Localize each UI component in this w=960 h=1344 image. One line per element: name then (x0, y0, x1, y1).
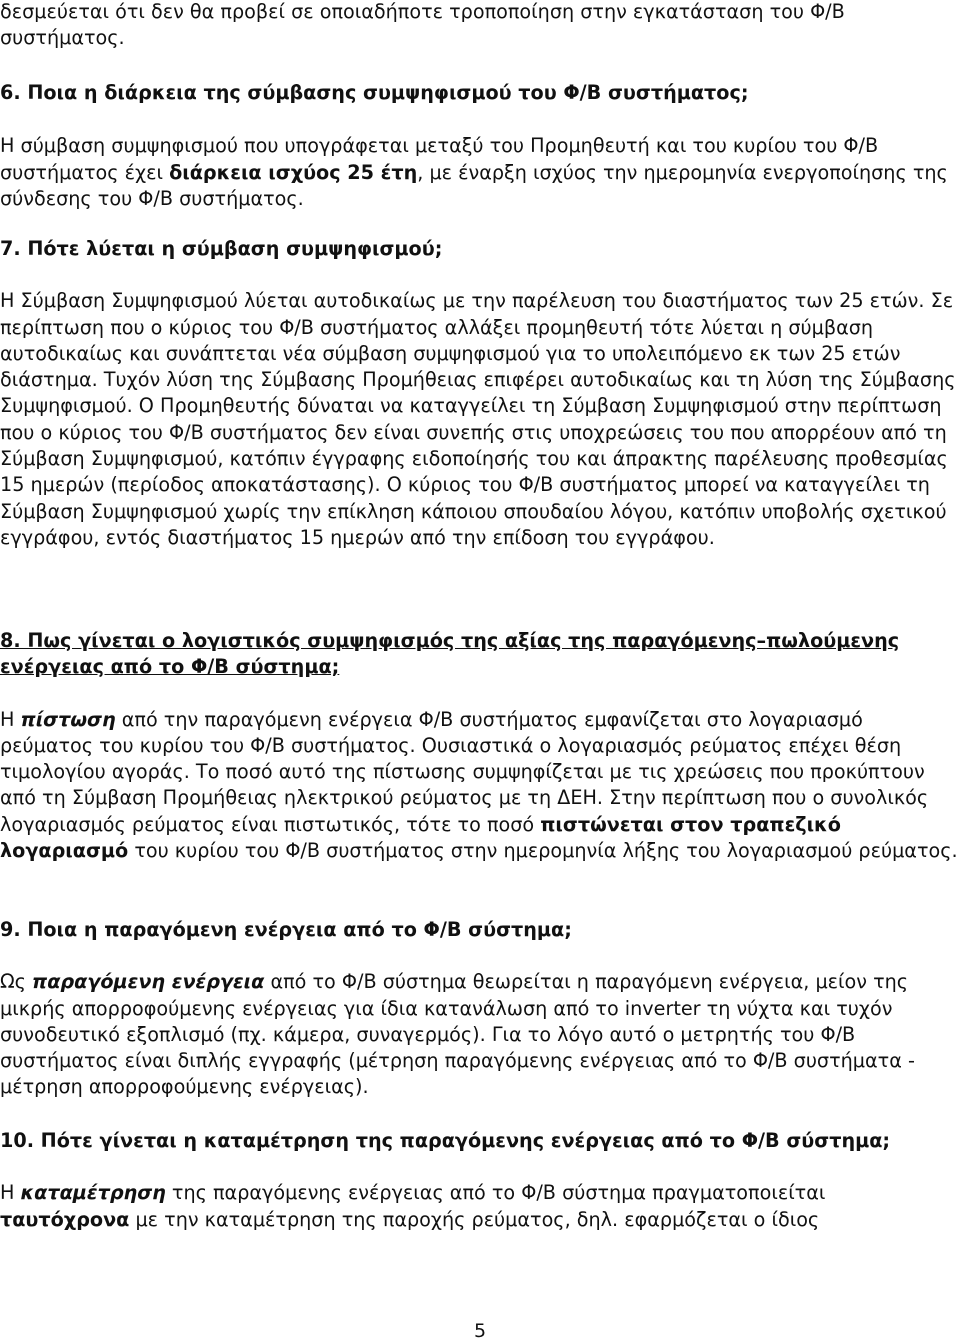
section-q10 (0, 1128, 958, 1233)
q8-text-c: από την παραγόμενη ενέργεια Φ/Β συστήματος εμφανίζεται στο λογαριασμό ρεύματος του κυρίου του Φ/Β συστήματος. Ουσιαστικά ο λογαριασμός ρεύματος επέχει θέση τιμολογίου αγοράς. Το ποσό αυτό της πίστωσης συμψηφίζεται με τις χρεώσεις που προκύπτουν από τη Σύμβαση Προμήθειας ηλεκτρικού ρεύματος με τη ΔΕΗ. Στην περίπτωση που ο συνολικός λογαριασμός ρεύματος είναι πιστωτικός, τότε το ποσό (0, 707, 929, 836)
section-heading-q9: 9. Ποια η παραγόμενη ενέργεια από το Φ/Β σύστημα; (0, 918, 572, 941)
q10-text-e: με την καταμέτρηση της παροχής ρεύματος, δηλ. εφαρμόζεται ο ίδιος (129, 1207, 820, 1231)
q9-text-c: από το Φ/Β σύστημα θεωρείται η παραγόμενη ενέργεια, μείον της μικρής απορροφούμενης ενέργειας για ίδια κατανάλωση από το inverter τη νύχτα και τυχόν συνοδευτικό εξοπλισμό (πχ. κάμερα, συναγερμός). Για το λόγο αυτό ο μετρητής του Φ/Β συστήματος είναι διπλής εγγραφής (μέτρηση παραγόμενης ενέργειας από το Φ/Β συστήματα - μέτρηση απορροφούμενης ενέργειας). (0, 970, 915, 1099)
section-q7-paragraph: Η Σύμβαση Συμψηφισμού λύεται αυτοδικαίως με την παρέλευση του διαστήματος των 25 ετών. Σε περίπτωση που ο κύριος του Φ/Β συστήματος αλλάξει προμηθευτή τότε λύεται η σύμβαση αυτοδικαίως και συνάπτεται νέα σύμβαση συμψηφισμού για το υπολειπόμενο εκ των 25 ετών διάστημα. Τυχόν λύση της Σύμβασης Προμήθειας επιφέρει αυτοδικαίως και τη λύση της Σύμβασης Συμψηφισμού. Ο Προμηθευτής δύναται να καταγγείλει τη Σύμβαση Συμψηφισμού στην περίπτωση που ο κύριος του Φ/Β συστήματος δεν είναι συνεπής στις υποχρεώσεις του που απορρέουν από τη Σύμβαση Συμψηφισμού, κατόπιν έγγραφης ειδοποίησής του και άπρακτης παρέλευσης προθεσμίας 15 ημερών (περίοδος αποκατάστασης). Ο κύριος του Φ/Β συστήματος μπορεί να καταγγείλει τη Σύμβαση Συμψηφισμού χωρίς την επίκληση κάποιου σπουδαίου λόγου, κατόπιν υποβολής σχετικού εγγράφου, εντός διαστήματος 15 ημερών από την επίδοση του εγγράφου. (0, 289, 956, 549)
page-number: 5 (473, 1320, 487, 1342)
section-heading-q8: 8. Πως γίνεται ο λογιστικός συμψηφισμός της αξίας της παραγόμενης–πωλούμενης ενέργειας από το Φ/Β σύστημα; (0, 629, 900, 679)
section-q8-paragraph (0, 707, 958, 865)
section-q9 (0, 917, 958, 1101)
section-heading-q10: 10. Πότε γίνεται η καταμέτρηση της παραγόμενης ενέργειας από το Φ/Β σύστημα; (0, 1129, 891, 1152)
section-heading-q7: 7. Πότε λύεται η σύμβαση συμψηφισμού; (0, 237, 443, 260)
section-heading-q6: 6. Ποια η διάρκεια της σύμβασης συμψηφισμού του Φ/Β συστήματος; (0, 81, 749, 104)
q9-bold-produced: παραγόμενη ενέργεια (32, 970, 265, 994)
intro-paragraph: δεσμεύεται ότι δεν θα προβεί σε οποιαδήποτε τροποποίηση στην εγκατάσταση του Φ/Β συστήματος. (0, 0, 845, 50)
section-q7 (0, 236, 958, 551)
q8-bold-credit: πίστωση (20, 707, 116, 731)
q8-text-e: του κυρίου του Φ/Β συστήματος στην ημερομηνία λήξης του λογαριασμού ρεύματος. (128, 839, 958, 863)
q8-text-a: Η (0, 707, 21, 731)
q10-bold-simultaneous: ταυτόχρονα (0, 1207, 130, 1231)
q9-text-a: Ως (0, 970, 33, 994)
section-q6 (0, 80, 958, 212)
section-q6-paragraph (0, 133, 958, 212)
section-q9-paragraph (0, 969, 958, 1100)
q10-text-a: Η (0, 1181, 21, 1205)
q6-text-c: , με έναρξη ισχύος την ημερομηνία ενεργοποίησης της σύνδεσης του Φ/Β συστήματος. (0, 160, 948, 210)
q8-bold-bank: πιστώνεται στον τραπεζικό λογαριασμό (0, 812, 841, 863)
q10-bold-metering: καταμέτρηση (20, 1181, 166, 1205)
section-q10-paragraph (0, 1180, 958, 1233)
section-q8 (0, 628, 958, 864)
q6-bold-duration: διάρκεια ισχύος 25 έτη (169, 160, 418, 184)
q10-text-c: της παραγόμενης ενέργειας από το Φ/Β σύστημα πραγματοποιείται (165, 1181, 826, 1205)
q6-text-a: Η σύμβαση συμψηφισμού που υπογράφεται μεταξύ του Προμηθευτή και του κυρίου του Φ/Β συστήματος έχει (0, 134, 879, 184)
